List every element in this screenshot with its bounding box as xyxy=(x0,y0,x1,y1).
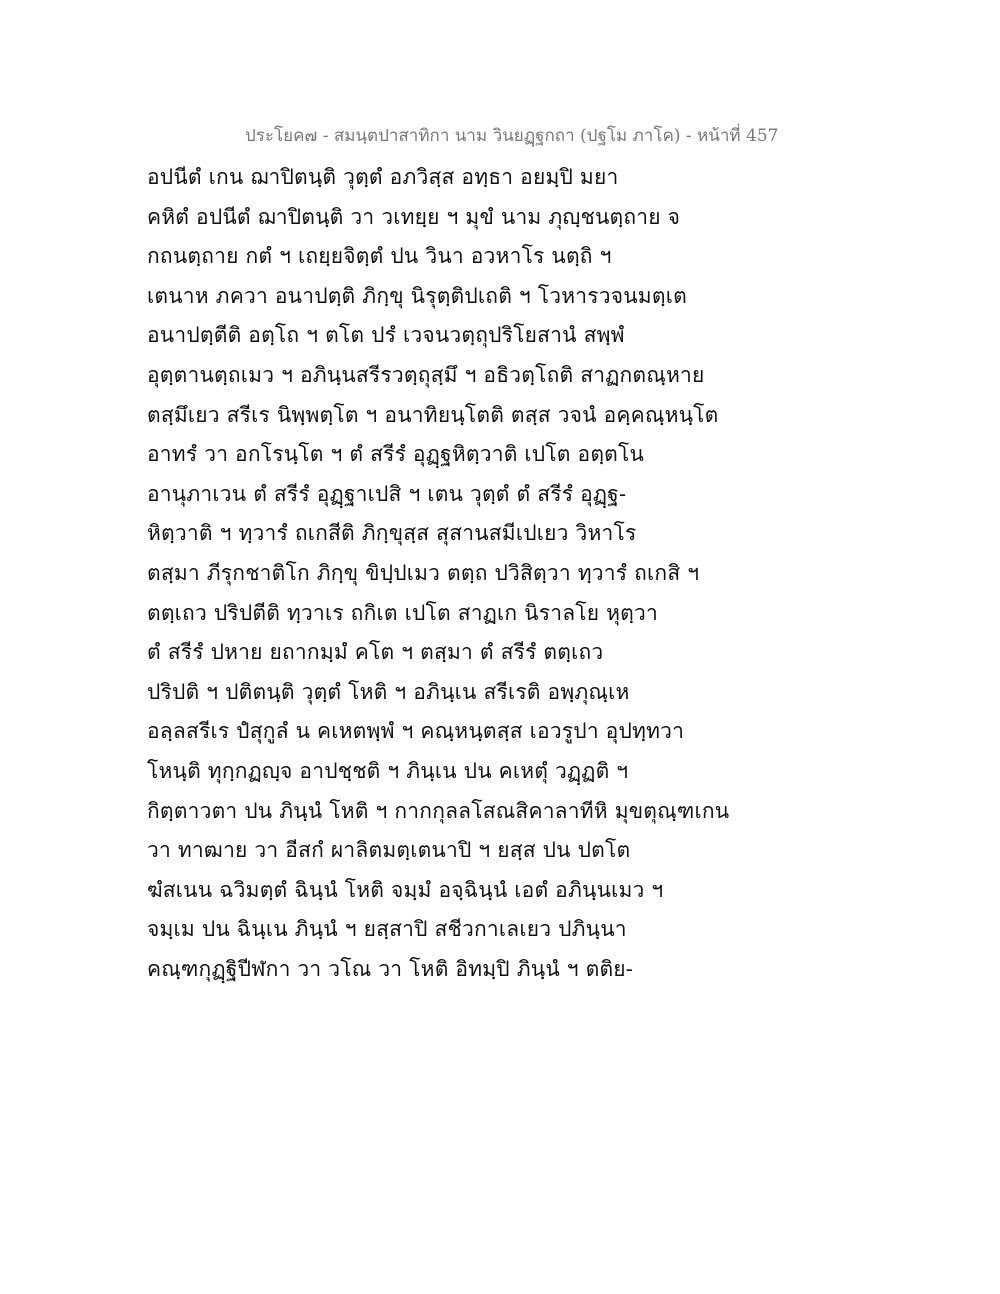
text-line: ตตฺเถว ปริปตีติ ทฺวาเร ถกิเต เปโต สาฏเก นิราลโย หุตฺวา xyxy=(147,600,659,625)
text-line: หิตฺวาติ ฯ ทฺวารํ ถเกสีติ ภิกฺขุสฺส สุสานสมีเปเยว วิหาโร xyxy=(147,521,637,546)
text-line: อาทรํ วา อกโรนฺโต ฯ ตํ สรีรํ อุฏฺฐหิตฺวาติ เปโต อตฺตโน xyxy=(147,442,645,467)
text-line: ตํ สรีรํ ปหาย ยถากมฺมํ คโต ฯ ตสฺมา ตํ สรีรํ ตตฺเถว xyxy=(147,640,604,665)
text-line: คหิตํ อปนีตํ ฌาปิตนฺติ วา วเทยฺย ฯ มุขํ นาม ภุญฺชนตฺถาย จ xyxy=(147,204,681,229)
text-line: ปริปติ ฯ ปติตนฺติ วุตฺตํ โหติ ฯ อภินฺเน สรีเรติ อพฺภุณฺเห xyxy=(147,679,630,704)
text-line: กิตฺตาวตา ปน ภินฺนํ โหติ ฯ กากกุลลโสณสิคาลาทีหิ มุขตุณฺฑเกน xyxy=(147,798,730,823)
text-line: โหนฺติ ทุกฺกฏญฺจ อาปชฺชติ ฯ ภินฺเน ปน คเหตุํ วฏฺฏติ ฯ xyxy=(147,758,629,783)
body-text xyxy=(147,158,867,989)
text-line: คณฺฑกุฏฺฐิปีฬกา วา วโณ วา โหติ อิทมฺปิ ภินฺนํ ฯ ตติย- xyxy=(147,956,634,981)
text-line: อุตฺตานตฺถเมว ฯ อภินฺนสรีรวตฺถุสฺมึ ฯ อธิวตฺโถติ สาฏกตณฺหาย xyxy=(147,362,705,387)
text-line: จมฺเม ปน ฉินฺเน ภินฺนํ ฯ ยสฺสาปิ สชีวกาเลเยว ปภินฺนา xyxy=(147,917,627,942)
text-line: เตนาห ภควา อนาปตฺติ ภิกฺขุ นิรุตฺติปเถติ ฯ โวหารวจนมตฺเต xyxy=(147,283,687,308)
text-line: วา ทาฒาย วา อีสกํ ผาลิตมตฺเตนาปิ ฯ ยสฺส ปน ปตโต xyxy=(147,838,631,863)
text-line: กถนตฺถาย กตํ ฯ เถยฺยจิตฺตํ ปน วินา อวหาโร นตฺถิ ฯ xyxy=(147,244,612,269)
text-line: อปนีตํ เกน ฌาปิตนฺติ วุตฺตํ อภวิสฺส อทฺธา อยมฺปิ มยา xyxy=(147,165,619,189)
text-line: ตสฺมา ภีรุกชาติโก ภิกฺขุ ขิปฺปเมว ตตฺถ ปวิสิตฺวา ทฺวารํ ถเกสิ ฯ xyxy=(147,560,700,585)
text-line: ฆํสเนน ฉวิมตฺตํ ฉินฺนํ โหติ จมฺมํ อจฺฉินฺนํ เอตํ อภินฺนเมว ฯ xyxy=(147,877,664,902)
page-header: ประโยค๗ - สมนฺตปาสาทิกา นาม วินยฏฺฐกถา (ปฐโม ภาโค) - หน้าที่ 457 xyxy=(245,126,779,146)
text-line: ตสฺมึเยว สรีเร นิพฺพตฺโต ฯ อนาทิยนฺโตติ ตสฺส วจนํ อคฺคณฺหนฺโต xyxy=(147,402,719,427)
text-line: อลฺลสรีเร ปํสุกูลํ น คเหตพฺพํ ฯ คณฺหนฺตสฺส เอวรูปา อุปทฺทวา xyxy=(147,719,685,744)
text-line: อนาปตฺตีติ อตฺโถ ฯ ตโต ปรํ เวจนวตฺถุปริโยสานํ สพฺพํ xyxy=(147,323,625,348)
text-line: อานุภาเวน ตํ สรีรํ อุฏฺฐาเปสิ ฯ เตน วุตฺตํ ตํ สรีรํ อุฏฺฐ- xyxy=(147,481,627,506)
